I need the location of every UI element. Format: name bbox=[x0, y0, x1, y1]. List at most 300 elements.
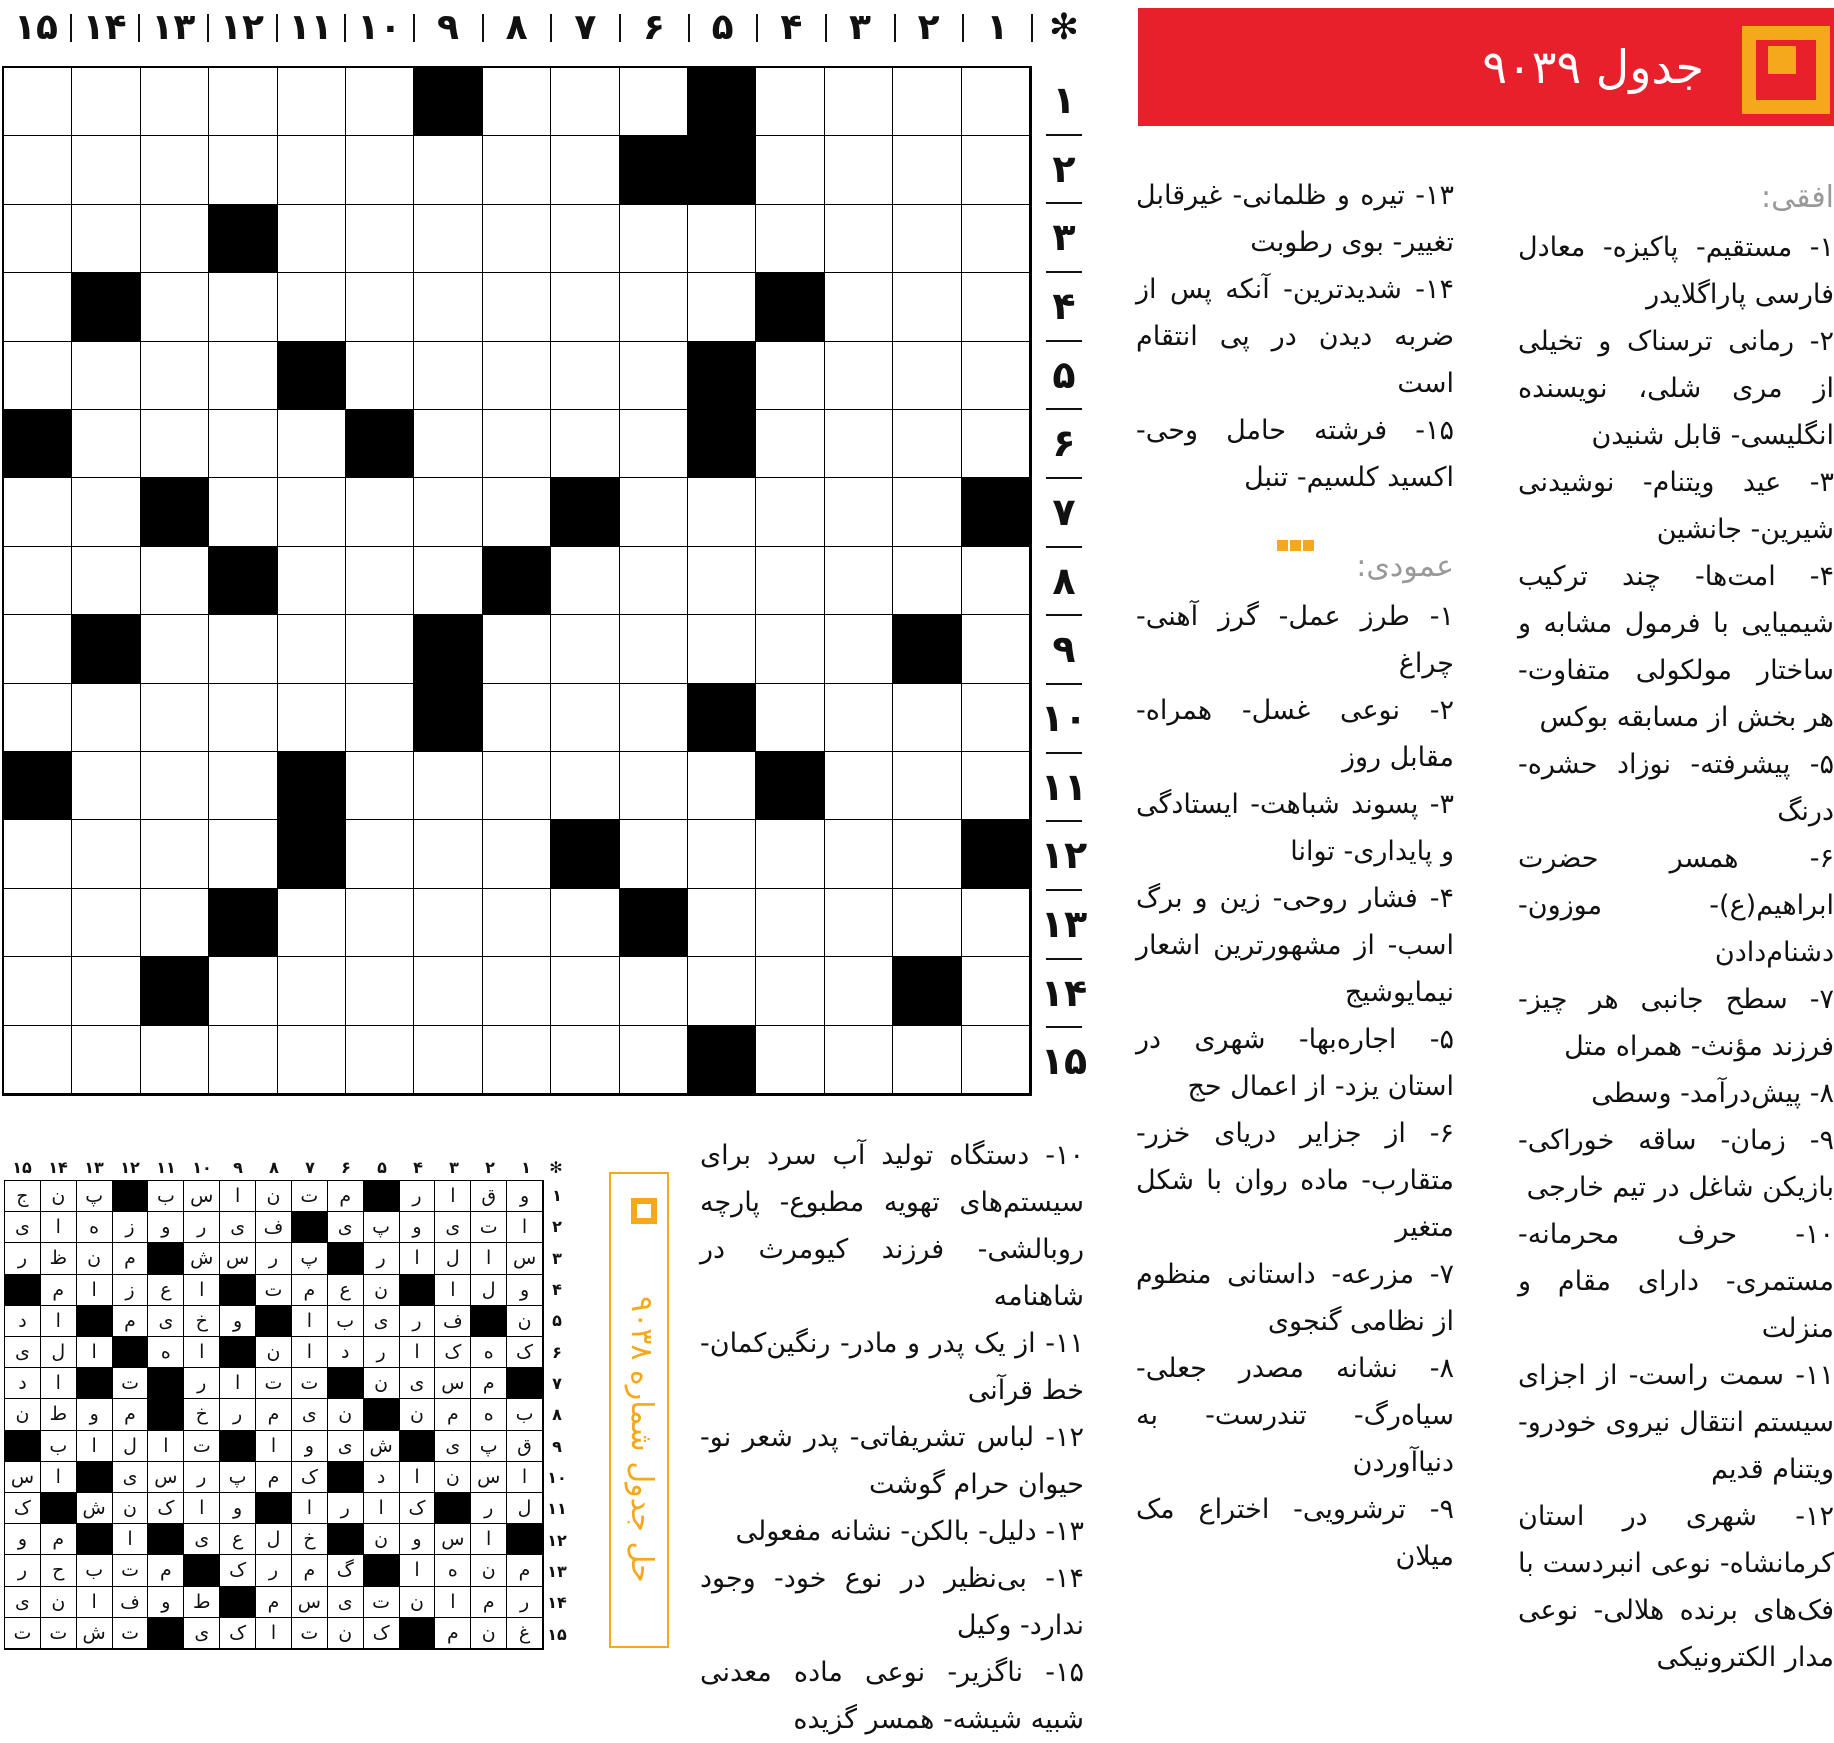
crossword-cell bbox=[278, 547, 346, 615]
solution-cell: ب bbox=[507, 1399, 543, 1430]
clue-h-2: ۲- رمانی ترسناک و تخیلی از مری شلی، نویسنده انگلیسی- قابل شنیدن bbox=[1518, 326, 1834, 451]
solution-cell: س bbox=[184, 1181, 220, 1212]
solution-cell: و bbox=[400, 1212, 436, 1243]
crossword-cell bbox=[962, 752, 1030, 820]
solution-cell: ف bbox=[113, 1587, 149, 1618]
solution-cell: ر bbox=[364, 1337, 400, 1368]
crossword-cell bbox=[962, 205, 1030, 273]
solution-row-header bbox=[546, 1180, 568, 1650]
solution-column-number: ۱ bbox=[521, 1158, 531, 1177]
solution-cell: ی bbox=[328, 1587, 364, 1618]
solution-cell: ه bbox=[435, 1555, 471, 1586]
crossword-cell bbox=[72, 889, 140, 957]
crossword-cell bbox=[414, 478, 482, 546]
solution-column-number: ۳ bbox=[449, 1158, 459, 1177]
crossword-cell bbox=[551, 273, 619, 341]
crossword-black-cell bbox=[620, 889, 688, 957]
crossword-cell bbox=[278, 478, 346, 546]
solution-cell: و bbox=[292, 1431, 328, 1462]
crossword-cell bbox=[825, 273, 893, 341]
solution-cell: خ bbox=[184, 1306, 220, 1337]
solution-cell: س bbox=[507, 1243, 543, 1274]
crossword-cell bbox=[278, 136, 346, 204]
clues-column-middle bbox=[1136, 172, 1454, 1580]
solution-cell: ن bbox=[471, 1555, 507, 1586]
solution-cell: و bbox=[148, 1587, 184, 1618]
crossword-cell bbox=[209, 273, 277, 341]
solution-cell: ل bbox=[256, 1524, 292, 1555]
crossword-cell bbox=[278, 273, 346, 341]
horizontal-clues-a bbox=[1518, 224, 1834, 1681]
solution-cell: ک bbox=[292, 1462, 328, 1493]
crossword-cell bbox=[688, 820, 756, 888]
solution-cell: م bbox=[113, 1243, 149, 1274]
solution-cell: ت bbox=[113, 1555, 149, 1586]
crossword-cell bbox=[893, 342, 961, 410]
column-number: ۳ bbox=[849, 7, 871, 48]
solution-black-cell bbox=[328, 1243, 364, 1274]
solution-cell: م bbox=[256, 1399, 292, 1430]
solution-cell: ا bbox=[400, 1243, 436, 1274]
crossword-cell bbox=[962, 410, 1030, 478]
column-separator bbox=[1031, 14, 1033, 42]
crossword-cell bbox=[483, 205, 551, 273]
solution-black-cell bbox=[113, 1181, 149, 1212]
crossword-cell bbox=[962, 615, 1030, 683]
column-separator bbox=[825, 14, 827, 42]
solution-cell: ع bbox=[220, 1524, 256, 1555]
solution-column-number: ۱۲ bbox=[120, 1158, 140, 1177]
crossword-cell bbox=[346, 342, 414, 410]
column-number: ۲ bbox=[917, 7, 940, 48]
crossword-cell bbox=[209, 820, 277, 888]
solution-black-cell bbox=[292, 1212, 328, 1243]
solution-cell: م bbox=[41, 1275, 77, 1306]
solution-cell: ش bbox=[184, 1243, 220, 1274]
solution-cell: ن bbox=[328, 1399, 364, 1430]
crossword-cell bbox=[688, 547, 756, 615]
crossword-black-cell bbox=[688, 342, 756, 410]
crossword-cell bbox=[893, 136, 961, 204]
solution-black-cell bbox=[220, 1275, 256, 1306]
solution-cell: ن bbox=[435, 1462, 471, 1493]
crossword-cell bbox=[483, 410, 551, 478]
solution-column-number: ۲ bbox=[485, 1158, 495, 1177]
solution-column-header bbox=[0, 1156, 566, 1180]
solution-cell: ر bbox=[256, 1555, 292, 1586]
solution-column-number: ۱۰ bbox=[192, 1158, 212, 1177]
crossword-cell bbox=[141, 273, 209, 341]
solution-cell: م bbox=[41, 1524, 77, 1555]
solution-cell: ت bbox=[292, 1368, 328, 1399]
solution-cell: ر bbox=[5, 1555, 41, 1586]
solution-row-number: ۱۱ bbox=[547, 1499, 567, 1519]
solution-cell: ا bbox=[77, 1587, 113, 1618]
solution-cell: ل bbox=[507, 1493, 543, 1524]
solution-cell: ر bbox=[256, 1243, 292, 1274]
solution-cell: ک bbox=[220, 1555, 256, 1586]
crossword-cell bbox=[414, 205, 482, 273]
solution-row-number: ۱۰ bbox=[547, 1468, 567, 1487]
horizontal-heading: افقی: bbox=[1761, 180, 1834, 215]
column-separator bbox=[138, 14, 140, 42]
solution-row-number: ۵ bbox=[552, 1311, 562, 1331]
crossword-cell bbox=[551, 342, 619, 410]
clue-h-6: ۶- همسر حضرت ابراهیم(ع)- موزون- دشنام‌دادن bbox=[1518, 843, 1834, 968]
crossword-cell bbox=[414, 752, 482, 820]
solution-cell: ا bbox=[400, 1337, 436, 1368]
crossword-black-cell bbox=[141, 957, 209, 1025]
solution-cell: ا bbox=[41, 1212, 77, 1243]
crossword-cell bbox=[278, 889, 346, 957]
clue-h-14: ۱۴- شدیدترین- آنکه پس از ضربه دیدن در پی انتقام است bbox=[1136, 274, 1454, 399]
crossword-cell bbox=[209, 615, 277, 683]
crossword-cell bbox=[483, 957, 551, 1025]
crossword-cell bbox=[141, 205, 209, 273]
crossword-cell bbox=[346, 615, 414, 683]
crossword-cell bbox=[346, 547, 414, 615]
solution-corner-symbol: ✻ bbox=[549, 1158, 563, 1177]
crossword-cell bbox=[756, 68, 824, 136]
crossword-cell bbox=[483, 684, 551, 752]
solution-cell: ا bbox=[41, 1306, 77, 1337]
row-number: ۹ bbox=[1052, 627, 1076, 672]
crossword-cell bbox=[688, 957, 756, 1025]
solution-cell: پ bbox=[220, 1462, 256, 1493]
crossword-cell bbox=[893, 68, 961, 136]
crossword-cell bbox=[4, 957, 72, 1025]
solution-cell: س bbox=[220, 1243, 256, 1274]
crossword-cell bbox=[414, 957, 482, 1025]
solution-cell: م bbox=[471, 1587, 507, 1618]
crossword-cell bbox=[141, 342, 209, 410]
solution-cell: م bbox=[471, 1368, 507, 1399]
crossword-cell bbox=[620, 478, 688, 546]
solution-cell: ز bbox=[113, 1212, 149, 1243]
crossword-cell bbox=[141, 410, 209, 478]
crossword-black-cell bbox=[551, 478, 619, 546]
solution-cell: ط bbox=[41, 1399, 77, 1430]
crossword-cell bbox=[209, 68, 277, 136]
crossword-cell bbox=[141, 889, 209, 957]
crossword-cell bbox=[620, 410, 688, 478]
solution-cell: ا bbox=[364, 1493, 400, 1524]
crossword-cell bbox=[825, 889, 893, 957]
crossword-cell bbox=[962, 342, 1030, 410]
crossword-cell bbox=[756, 478, 824, 546]
solution-cell: ف bbox=[435, 1306, 471, 1337]
solution-black-cell bbox=[364, 1181, 400, 1212]
crossword-cell bbox=[209, 684, 277, 752]
crossword-cell bbox=[688, 273, 756, 341]
crossword-cell bbox=[893, 547, 961, 615]
solution-cell: ع bbox=[148, 1275, 184, 1306]
crossword-cell bbox=[72, 342, 140, 410]
solution-cell: ی bbox=[5, 1212, 41, 1243]
solution-black-cell bbox=[256, 1306, 292, 1337]
crossword-cell bbox=[278, 410, 346, 478]
solution-cell: د bbox=[5, 1306, 41, 1337]
solution-black-cell bbox=[5, 1431, 41, 1462]
solution-cell: ا bbox=[471, 1243, 507, 1274]
crossword-cell bbox=[483, 615, 551, 683]
solution-cell: غ bbox=[507, 1618, 543, 1649]
solution-cell: س bbox=[292, 1587, 328, 1618]
solution-cell: م bbox=[113, 1306, 149, 1337]
solution-cell: و bbox=[507, 1275, 543, 1306]
column-number: ۱۴ bbox=[82, 7, 127, 48]
crossword-cell bbox=[72, 957, 140, 1025]
crossword-cell bbox=[4, 205, 72, 273]
crossword-cell bbox=[551, 957, 619, 1025]
row-number: ۱۰ bbox=[1040, 696, 1088, 740]
crossword-cell bbox=[72, 478, 140, 546]
solution-cell: ی bbox=[364, 1306, 400, 1337]
crossword-cell bbox=[278, 68, 346, 136]
crossword-cell bbox=[278, 1026, 346, 1094]
solution-column-number: ۷ bbox=[305, 1158, 315, 1177]
crossword-cell bbox=[483, 820, 551, 888]
crossword-black-cell bbox=[414, 68, 482, 136]
crossword-cell bbox=[483, 68, 551, 136]
solution-row-number: ۶ bbox=[552, 1342, 562, 1362]
solution-row-number: ۱۴ bbox=[547, 1593, 567, 1613]
solution-cell: ا bbox=[507, 1462, 543, 1493]
crossword-black-cell bbox=[4, 752, 72, 820]
solution-cell: ن bbox=[364, 1368, 400, 1399]
crossword-cell bbox=[72, 68, 140, 136]
crossword-cell bbox=[141, 68, 209, 136]
crossword-cell bbox=[346, 820, 414, 888]
crossword-cell bbox=[551, 205, 619, 273]
crossword-cell bbox=[414, 820, 482, 888]
crossword-cell bbox=[414, 136, 482, 204]
solution-cell: ی bbox=[5, 1587, 41, 1618]
crossword-black-cell bbox=[414, 684, 482, 752]
row-number: ۲ bbox=[1052, 146, 1076, 191]
solution-cell: ا bbox=[292, 1493, 328, 1524]
clues-column-right bbox=[1518, 172, 1834, 1681]
solution-cell: ر bbox=[184, 1212, 220, 1243]
clue-h-15: ۱۵- فرشته حامل وحی- اکسید کلسیم- تنبل bbox=[1136, 415, 1454, 493]
clue-v-11: ۱۱- از یک پدر و مادر- رنگین‌کمان- خط قرآنی bbox=[700, 1328, 1084, 1406]
crossword-black-cell bbox=[209, 547, 277, 615]
column-number: ۱۲ bbox=[220, 7, 264, 48]
solution-column-number: ۱۵ bbox=[12, 1158, 32, 1177]
solution-cell: ر bbox=[328, 1493, 364, 1524]
crossword-cell bbox=[825, 615, 893, 683]
column-separator bbox=[619, 14, 621, 42]
crossword-cell bbox=[688, 889, 756, 957]
crossword-cell bbox=[72, 547, 140, 615]
crossword-cell bbox=[756, 684, 824, 752]
solution-cell: ف bbox=[256, 1212, 292, 1243]
crossword-cell bbox=[825, 205, 893, 273]
solution-row-number: ۳ bbox=[552, 1248, 562, 1268]
column-number: ۱۱ bbox=[288, 7, 333, 48]
solution-cell: ا bbox=[41, 1368, 77, 1399]
solution-cell: ن bbox=[364, 1524, 400, 1555]
crossword-black-cell bbox=[4, 410, 72, 478]
clues-column-left bbox=[700, 1132, 1084, 1743]
column-separator bbox=[207, 14, 209, 42]
crossword-cell bbox=[278, 615, 346, 683]
solution-cell: ج bbox=[5, 1181, 41, 1212]
crossword-cell bbox=[551, 1026, 619, 1094]
solution-cell: ب bbox=[77, 1555, 113, 1586]
solution-black-cell bbox=[148, 1524, 184, 1555]
solution-row-number: ۷ bbox=[552, 1374, 562, 1393]
solution-cell: ح bbox=[41, 1555, 77, 1586]
crossword-cell bbox=[756, 1026, 824, 1094]
solution-cell: پ bbox=[292, 1243, 328, 1274]
column-number: ۸ bbox=[505, 7, 528, 48]
crossword-black-cell bbox=[688, 68, 756, 136]
clue-v-4: ۴- فشار روحی- زین و برگ اسب- از مشهورترین اشعار نیمایوشیج bbox=[1136, 883, 1454, 1008]
crossword-cell bbox=[209, 957, 277, 1025]
solution-cell: ت bbox=[292, 1181, 328, 1212]
solution-cell: ک bbox=[400, 1493, 436, 1524]
crossword-cell bbox=[551, 615, 619, 683]
solution-black-cell bbox=[113, 1337, 149, 1368]
solution-cell: ت bbox=[184, 1431, 220, 1462]
crossword-cell bbox=[483, 136, 551, 204]
solution-cell: ت bbox=[5, 1618, 41, 1649]
crossword-cell bbox=[825, 136, 893, 204]
column-number: ۴ bbox=[780, 7, 803, 48]
column-separator bbox=[756, 14, 758, 42]
solution-cell: و bbox=[148, 1212, 184, 1243]
solution-cell: م bbox=[292, 1555, 328, 1586]
crossword-cell bbox=[141, 615, 209, 683]
clue-h-5: ۵- پیشرفته- نوزاد حشره- درنگ bbox=[1518, 749, 1834, 827]
crossword-cell bbox=[346, 273, 414, 341]
solution-black-cell bbox=[507, 1524, 543, 1555]
solution-cell: ه bbox=[471, 1399, 507, 1430]
solution-cell: ا bbox=[435, 1181, 471, 1212]
solution-cell: ا bbox=[435, 1275, 471, 1306]
crossword-black-cell bbox=[72, 273, 140, 341]
crossword-cell bbox=[4, 136, 72, 204]
solution-cell: ا bbox=[292, 1337, 328, 1368]
solution-cell: س bbox=[435, 1524, 471, 1555]
solution-cell: ر bbox=[5, 1243, 41, 1274]
crossword-cell bbox=[346, 1026, 414, 1094]
crossword-cell bbox=[825, 68, 893, 136]
crossword-cell bbox=[278, 957, 346, 1025]
column-separator bbox=[688, 14, 690, 42]
solution-cell: ا bbox=[148, 1431, 184, 1462]
solution-black-cell bbox=[471, 1306, 507, 1337]
crossword-cell bbox=[825, 1026, 893, 1094]
crossword-cell bbox=[4, 889, 72, 957]
solution-cell: ی bbox=[400, 1368, 436, 1399]
solution-cell: ا bbox=[400, 1555, 436, 1586]
crossword-cell bbox=[688, 205, 756, 273]
crossword-black-cell bbox=[72, 615, 140, 683]
crossword-cell bbox=[756, 136, 824, 204]
solution-cell: ت bbox=[256, 1275, 292, 1306]
crossword-black-cell bbox=[688, 1026, 756, 1094]
solution-cell: ی bbox=[328, 1431, 364, 1462]
solution-cell: ل bbox=[471, 1275, 507, 1306]
crossword-cell bbox=[688, 752, 756, 820]
crossword-cell bbox=[72, 1026, 140, 1094]
column-separator bbox=[550, 14, 552, 42]
crossword-cell bbox=[620, 273, 688, 341]
crossword-cell bbox=[551, 68, 619, 136]
solution-row-number: ۱۳ bbox=[547, 1562, 567, 1581]
crossword-cell bbox=[962, 547, 1030, 615]
solution-label: حل جدول شماره ۹۰۳۸ bbox=[624, 1295, 659, 1583]
solution-cell: ن bbox=[256, 1181, 292, 1212]
solution-cell: خ bbox=[184, 1399, 220, 1430]
crossword-cell bbox=[72, 410, 140, 478]
solution-cell: ا bbox=[184, 1493, 220, 1524]
row-number: ۸ bbox=[1052, 558, 1076, 603]
solution-cell: ا bbox=[256, 1431, 292, 1462]
solution-cell: ن bbox=[328, 1618, 364, 1649]
crossword-cell bbox=[893, 684, 961, 752]
row-number: ۱۲ bbox=[1040, 833, 1088, 878]
crossword-cell bbox=[414, 342, 482, 410]
crossword-cell bbox=[825, 684, 893, 752]
crossword-cell bbox=[346, 957, 414, 1025]
crossword-cell bbox=[620, 820, 688, 888]
crossword-cell bbox=[893, 478, 961, 546]
crossword-cell bbox=[4, 547, 72, 615]
row-number: ۱۴ bbox=[1040, 970, 1088, 1015]
crossword-black-cell bbox=[483, 547, 551, 615]
column-number: ۱۵ bbox=[14, 7, 58, 48]
solution-cell: ت bbox=[256, 1368, 292, 1399]
crossword-cell bbox=[825, 820, 893, 888]
crossword-cell bbox=[278, 205, 346, 273]
crossword-cell bbox=[756, 615, 824, 683]
solution-cell: و bbox=[507, 1181, 543, 1212]
crossword-cell bbox=[962, 68, 1030, 136]
solution-column-number: ۱۱ bbox=[156, 1158, 176, 1177]
row-number: ۴ bbox=[1052, 284, 1076, 328]
crossword-cell bbox=[893, 889, 961, 957]
solution-cell: ی bbox=[184, 1524, 220, 1555]
solution-black-cell bbox=[507, 1368, 543, 1399]
crossword-cell bbox=[72, 684, 140, 752]
crossword-cell bbox=[551, 410, 619, 478]
solution-black-cell bbox=[5, 1275, 41, 1306]
crossword-cell bbox=[620, 68, 688, 136]
crossword-cell bbox=[620, 342, 688, 410]
solution-cell: ک bbox=[148, 1493, 184, 1524]
clue-h-8: ۸- پیش‌درآمد- وسطی bbox=[1591, 1078, 1834, 1109]
solution-cell: و bbox=[220, 1493, 256, 1524]
solution-column-number: ۴ bbox=[413, 1158, 423, 1177]
solution-cell: ق bbox=[507, 1431, 543, 1462]
row-number: ۱۵ bbox=[1040, 1039, 1088, 1084]
crossword-cell bbox=[4, 68, 72, 136]
row-number: ۳ bbox=[1052, 215, 1076, 260]
clue-h-9: ۹- زمان- ساقه خوراکی- بازیکن شاغل در تیم خارجی bbox=[1518, 1125, 1834, 1203]
crossword-logo-icon bbox=[1742, 26, 1830, 114]
solution-cell: خ bbox=[292, 1524, 328, 1555]
solution-cell: ا bbox=[292, 1306, 328, 1337]
crossword-cell bbox=[278, 684, 346, 752]
solution-cell: ا bbox=[77, 1431, 113, 1462]
crossword-cell bbox=[72, 820, 140, 888]
crossword-cell bbox=[483, 889, 551, 957]
solution-cell: ا bbox=[184, 1337, 220, 1368]
solution-black-cell bbox=[400, 1618, 436, 1649]
